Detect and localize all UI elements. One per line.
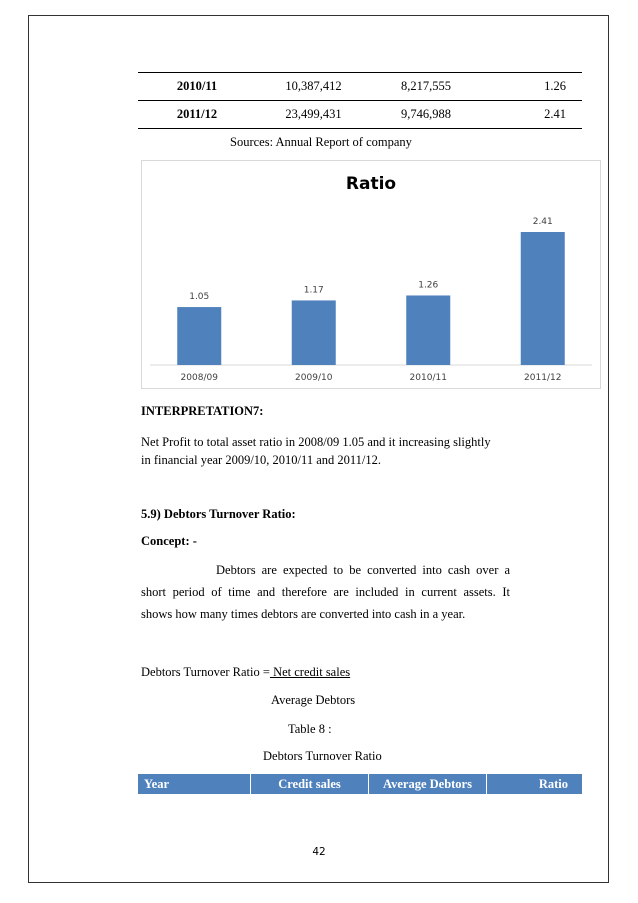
chart-title: Ratio — [345, 174, 397, 194]
bar-2009/10 — [292, 300, 336, 365]
formula — [141, 663, 350, 681]
header-year: Year — [138, 774, 251, 794]
interpretation-heading: INTERPRETATION7: — [141, 404, 264, 418]
sources-caption: Sources: Annual Report of company — [230, 135, 412, 149]
page-number: 42 — [312, 846, 326, 858]
header-credit-sales: Credit sales — [251, 774, 369, 794]
x-tick-label: 2008/09 — [180, 373, 218, 383]
table-cell-year: 2011/12 — [138, 101, 256, 129]
data-label: 2.41 — [532, 217, 553, 228]
bar-2011/12 — [521, 232, 565, 365]
interpretation-line-1: Net Profit to total asset ratio in 2008/09 1.05 and it increasing slightly — [141, 435, 491, 449]
x-tick-label: 2010/11 — [409, 373, 447, 383]
table-cell-value: 23,499,431 — [256, 101, 371, 129]
concept-label: Concept: - — [141, 534, 197, 548]
table-row — [138, 101, 582, 129]
formula-lhs: Debtors Turnover Ratio = — [141, 665, 270, 679]
table-cell-value: 9,746,988 — [371, 101, 481, 129]
data-label: 1.26 — [418, 280, 439, 291]
debtors-table-header — [138, 774, 582, 794]
x-tick-label: 2011/12 — [524, 373, 562, 383]
section-heading: 5.9) Debtors Turnover Ratio: — [141, 507, 296, 521]
formula-numerator: Net credit sales — [269, 665, 351, 679]
data-label: 1.05 — [189, 292, 210, 303]
table-title: Debtors Turnover Ratio — [263, 749, 382, 763]
interpretation-line-2: in financial year 2009/10, 2010/11 and 2011/12. — [141, 453, 381, 467]
data-label: 1.17 — [303, 285, 324, 296]
table-cell-year: 2010/11 — [138, 73, 256, 101]
paragraph-line-2: short period of time and therefore are included in current assets. It — [141, 585, 510, 599]
x-tick-label: 2009/10 — [295, 373, 333, 383]
paragraph-line-3: shows how many times debtors are converted into cash in a year. — [141, 607, 466, 621]
bar-2010/11 — [406, 295, 450, 365]
table-cell-value: 10,387,412 — [256, 73, 371, 101]
ratio-data-table — [138, 72, 582, 129]
table-row — [138, 73, 582, 101]
table-cell-ratio: 1.26 — [481, 73, 582, 101]
table-cell-value: 8,217,555 — [371, 73, 481, 101]
bar-2008/09 — [177, 307, 221, 365]
paragraph-line-1: Debtors are expected to be converted into cash over a — [216, 563, 510, 577]
ratio-chart — [141, 160, 601, 389]
table-cell-ratio: 2.41 — [481, 101, 582, 129]
header-ratio: Ratio — [487, 774, 582, 794]
header-average-debtors: Average Debtors — [369, 774, 487, 794]
formula-denominator: Average Debtors — [271, 693, 356, 707]
table-number: Table 8 : — [288, 722, 332, 736]
chart-plot — [142, 161, 600, 388]
